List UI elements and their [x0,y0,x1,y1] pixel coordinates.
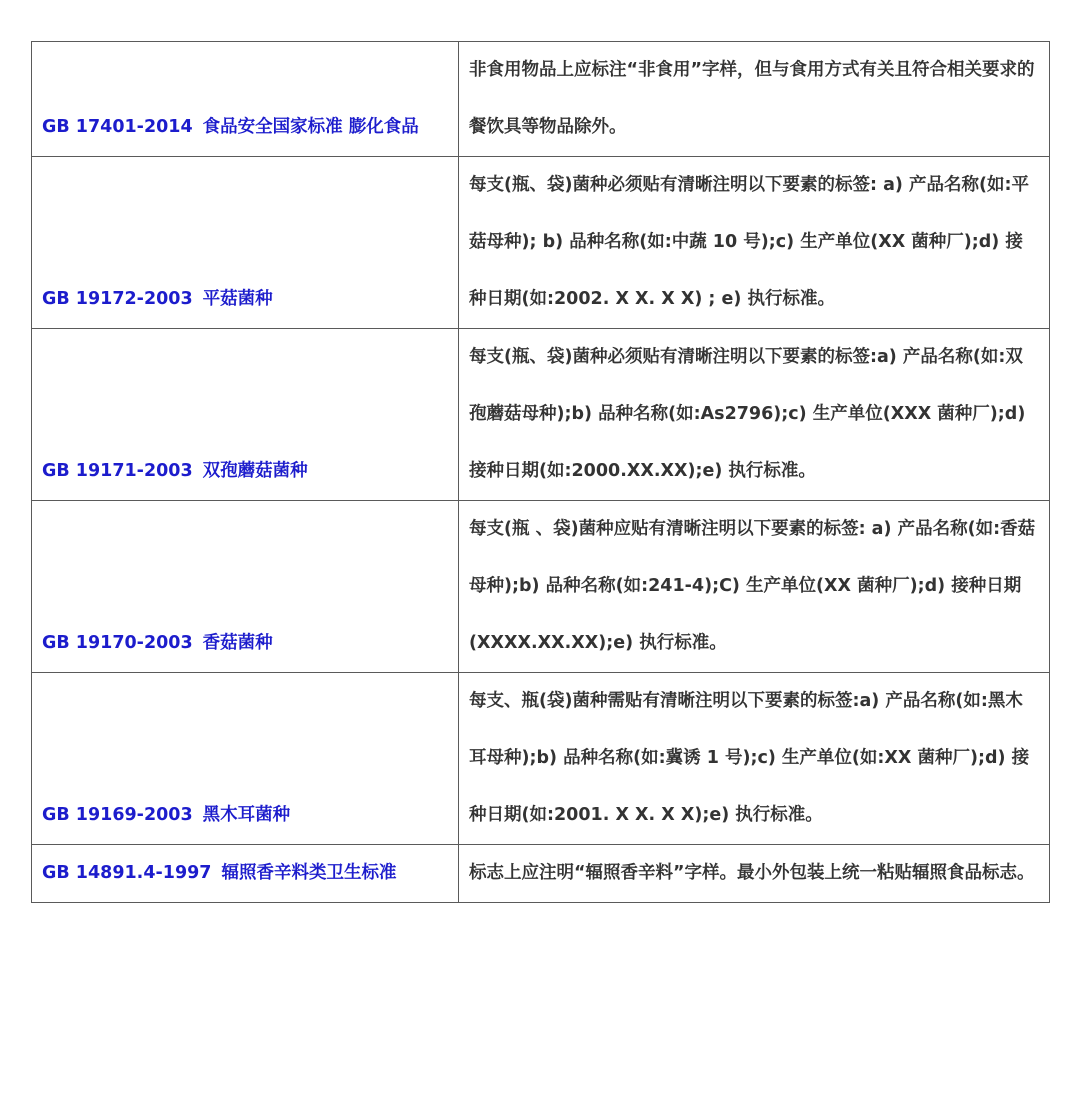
table-row [32,501,1050,673]
table-row [32,157,1050,329]
requirement-cell: 每支、瓶(袋)菌种需贴有清晰注明以下要素的标签:a) 产品名称(如:黑木耳母种);b) 品种名称(如:冀诱 1 号);c) 生产单位(如:XX 菌种厂);d) 接种日期(如:2001. X X. X X);e) 执行标准。 [459,673,1050,845]
standard-cell [32,501,459,673]
standard-title: 平菇菌种 [202,289,273,309]
requirement-cell: 标志上应注明“辐照香辛料”字样。最小外包装上统一粘贴辐照食品标志。 [459,845,1050,903]
table-row [32,845,1050,903]
table-row [32,329,1050,501]
standard-code: GB 19171-2003 [42,461,193,481]
standard-code: GB 19172-2003 [42,289,193,309]
standard-code: GB 19169-2003 [42,805,193,825]
standards-table [31,41,1050,903]
requirement-cell: 每支(瓶、袋)菌种必须贴有清晰注明以下要素的标签:a) 产品名称(如:双孢蘑菇母种);b) 品种名称(如:As2796);c) 生产单位(XXX 菌种厂);d) 接种日期(如:2000.XX.XX);e) 执行标准。 [459,329,1050,501]
standard-code: GB 14891.4-1997 [42,863,212,883]
standard-title: 黑木耳菌种 [202,805,291,825]
standard-code: GB 19170-2003 [42,633,193,653]
standards-page [31,41,1050,903]
requirement-cell: 每支(瓶 、袋)菌种应贴有清晰注明以下要素的标签: a) 产品名称(如:香菇母种);b) 品种名称(如:241-4);C) 生产单位(XX 菌种厂);d) 接种日期(XXXX.XX.XX);e) 执行标准。 [459,501,1050,673]
standard-title: 香菇菌种 [202,633,273,653]
standard-cell [32,329,459,501]
standard-title: 双孢蘑菇菌种 [202,461,308,481]
standard-cell [32,845,459,903]
standard-code: GB 17401-2014 [42,117,193,137]
requirement-cell: 每支(瓶、袋)菌种必须贴有清晰注明以下要素的标签: a) 产品名称(如:平菇母种); b) 品种名称(如:中蔬 10 号);c) 生产单位(XX 菌种厂);d) 接种日期(如:2002. X X. X X) ; e) 执行标准。 [459,157,1050,329]
table-row [32,673,1050,845]
table-row [32,42,1050,157]
standard-title: 食品安全国家标准 膨化食品 [202,117,419,137]
standard-title: 辐照香辛料类卫生标准 [221,863,397,883]
standard-cell [32,42,459,157]
standard-cell [32,157,459,329]
requirement-cell: 非食用物品上应标注“非食用”字样，但与食用方式有关且符合相关要求的餐饮具等物品除外。 [459,42,1050,157]
standard-cell [32,673,459,845]
